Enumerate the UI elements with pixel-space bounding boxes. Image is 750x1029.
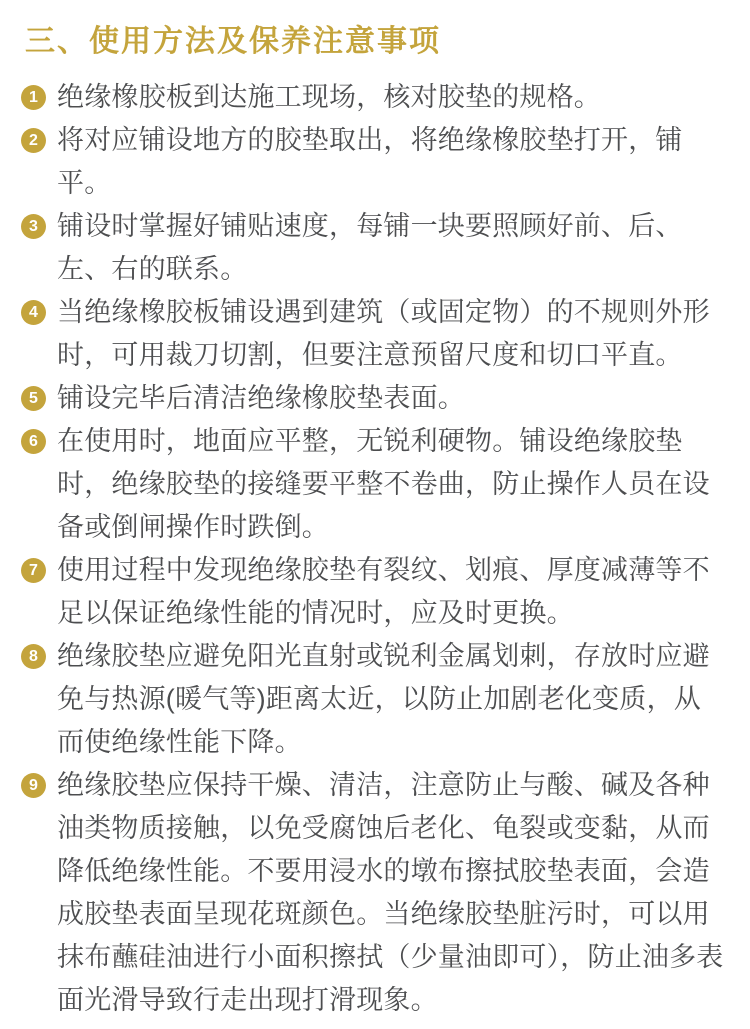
item-number-badge: 4 (21, 300, 46, 325)
item-number-badge: 7 (21, 558, 46, 583)
item-number-badge: 6 (21, 429, 46, 454)
instructions-list (25, 76, 727, 1022)
list-item (25, 76, 727, 119)
list-item (25, 291, 727, 377)
list-item (25, 549, 727, 635)
item-text: 使用过程中发现绝缘胶垫有裂纹、划痕、厚度减薄等不足以保证绝缘性能的情况时，应及时更换。 (57, 555, 710, 628)
item-number-badge: 5 (21, 386, 46, 411)
item-number-badge: 2 (21, 128, 46, 153)
item-text: 铺设完毕后清洁绝缘橡胶垫表面。 (57, 383, 465, 413)
item-text: 绝缘橡胶板到达施工现场，核对胶垫的规格。 (57, 82, 601, 112)
list-item (25, 764, 727, 1022)
item-text: 铺设时掌握好铺贴速度，每铺一块要照顾好前、后、左、右的联系。 (57, 211, 683, 284)
item-number-badge: 9 (21, 773, 46, 798)
item-text: 当绝缘橡胶板铺设遇到建筑（或固定物）的不规则外形时，可用裁刀切割，但要注意预留尺度和切口平直。 (57, 297, 710, 370)
section-title: 三、使用方法及保养注意事项 (25, 25, 441, 58)
list-item (25, 420, 727, 549)
item-text: 在使用时，地面应平整，无锐利硬物。铺设绝缘胶垫时，绝缘胶垫的接缝要平整不卷曲，防止操作人员在设备或倒闸操作时跌倒。 (57, 426, 710, 542)
list-item (25, 635, 727, 764)
list-item (25, 205, 727, 291)
list-item (25, 377, 727, 420)
list-item (25, 119, 727, 205)
item-text: 绝缘胶垫应保持干燥、清洁，注意防止与酸、碱及各种油类物质接触，以免受腐蚀后老化、龟裂或变黏，从而降低绝缘性能。不要用浸水的墩布擦拭胶垫表面，会造成胶垫表面呈现花斑颜色。当绝缘胶垫脏污时，可以用抹布蘸硅油进行小面积擦拭（少量油即可），防止油多表面光滑导致行走出现打滑现象。 (57, 770, 724, 1015)
item-number-badge: 1 (21, 85, 46, 110)
item-text: 绝缘胶垫应避免阳光直射或锐利金属划刺，存放时应避免与热源(暖气等)距离太近，以防止加剧老化变质，从而使绝缘性能下降。 (57, 641, 710, 757)
item-number-badge: 8 (21, 644, 46, 669)
item-number-badge: 3 (21, 214, 46, 239)
item-text: 将对应铺设地方的胶垫取出，将绝缘橡胶垫打开，铺平。 (57, 125, 683, 198)
